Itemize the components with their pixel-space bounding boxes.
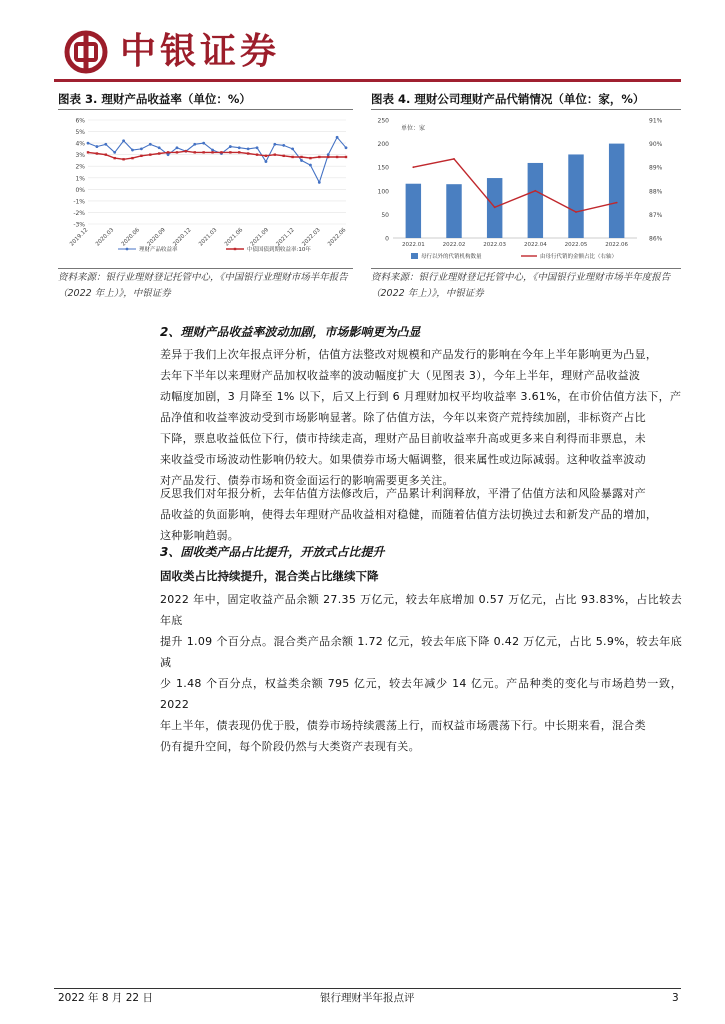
data-point <box>87 142 90 145</box>
right-tick-label: 86% <box>649 235 663 243</box>
footer-rule <box>54 988 681 989</box>
y-tick-label: 6% <box>75 117 85 125</box>
data-point <box>247 147 250 150</box>
section3-paragraph1 <box>160 589 682 757</box>
data-point <box>575 211 577 213</box>
fig4-chart <box>371 112 681 264</box>
fig4-source: 资料来源：银行业理财登记托管中心，《中国银行业理财市场半年度报告（2022 年上）》，中银证券 <box>371 272 671 299</box>
legend-marker-1 <box>126 248 129 251</box>
legend-label-1: 理财产品收益率 <box>139 247 178 253</box>
data-point <box>185 150 187 152</box>
x-tick-label: 2019.12 <box>69 227 90 248</box>
data-point <box>95 145 98 148</box>
x-tick-label: 2021.12 <box>275 227 296 248</box>
footer-title: 银行理财半年报点评 <box>320 992 415 1004</box>
brand-name: 中银证券 <box>120 30 281 72</box>
fig3-chart <box>58 112 353 264</box>
data-point <box>282 144 285 147</box>
para-line: 品收益的负面影响，使得去年理财产品收益相对稳健，而随着估值方法切换过去和新发产品的增加， <box>160 508 658 521</box>
data-point <box>131 157 133 159</box>
data-point <box>140 147 143 150</box>
fig3-bottom-rule <box>58 268 353 269</box>
y-tick-label: 0% <box>75 186 85 194</box>
legend-label-bars: 母行以外的代销机构数量 <box>421 254 482 260</box>
x-tick-label: 2022.06 <box>327 227 348 248</box>
data-point <box>265 155 267 157</box>
section2-title: 2、理财产品收益率波动加剧，市场影响更为凸显 <box>160 325 421 339</box>
data-point <box>327 153 330 156</box>
section3-subtitle: 固收类占比持续提升，混合类占比继续下降 <box>160 569 379 583</box>
data-point <box>336 136 339 139</box>
para-line: 去年下半年以来理财产品加权收益率的波动幅度扩大（见图表 3），今年上半年，理财产品收益波 <box>160 369 641 382</box>
x-tick-label: 2022.02 <box>442 242 466 248</box>
fig4-bottom-rule <box>371 268 681 269</box>
data-point <box>167 151 169 153</box>
data-point <box>122 139 125 142</box>
x-tick-label: 2022.04 <box>523 242 547 248</box>
y-tick-label: 1% <box>75 175 85 183</box>
data-point <box>113 157 115 159</box>
left-tick-label: 250 <box>377 117 389 125</box>
y-tick-label: -2% <box>73 209 85 217</box>
left-tick-label: 200 <box>377 141 389 149</box>
bar <box>609 144 624 238</box>
legend-label-line: 由母行代销的金额占比（右轴） <box>540 254 618 260</box>
para-line: 对产品发行、债券市场和资金面运行的影响需要更多关注。 <box>160 474 454 487</box>
data-point <box>309 164 312 167</box>
para-line: 少 1.48 个百分点，权益类余额 795 亿元，较去年减少 14 亿元。产品种类的变化与市场趋势一致，2022 <box>160 677 682 711</box>
data-point <box>309 157 311 159</box>
fig3-rule <box>58 109 353 110</box>
header-rule <box>54 79 681 82</box>
para-line: 来收益受市场波动性影响仍较大。如果债券市场大幅调整，很来属性或边际减弱。这种收益率波动 <box>160 453 646 466</box>
x-tick-label: 2022.03 <box>483 242 507 248</box>
bar <box>528 163 543 238</box>
data-point <box>202 151 204 153</box>
para-line: 动幅度加剧，3 月降至 1% 以下，后又上行到 6 月理财加权平均收益率 3.61%，在市价估值方法下，产 <box>160 390 682 403</box>
data-point <box>193 143 196 146</box>
para-line: 差异于我们上次年报点评分析，估值方法整改对规模和产品发行的影响在今年上半年影响更为凸显， <box>160 348 658 361</box>
left-tick-label: 50 <box>381 211 389 219</box>
data-point <box>412 166 414 168</box>
data-point <box>131 149 134 152</box>
data-point <box>291 156 293 158</box>
footer-date: 2022 年 8 月 22 日 <box>58 992 153 1004</box>
para-line: 品净值和收益率波动受到市场影响显著。除了估值方法，今年以来资产荒持续加剧，非标资产占比 <box>160 411 646 424</box>
data-point <box>345 156 347 158</box>
right-tick-label: 91% <box>649 117 663 125</box>
x-tick-label: 2020.12 <box>172 227 193 248</box>
y-tick-label: 3% <box>75 152 85 160</box>
para-line: 这种影响趋弱。 <box>160 529 240 542</box>
para-line: 年上半年，债表现仍优于股，债券市场持续震荡上行，而权益市场震荡下行。中长期来看，混合类 <box>160 719 646 732</box>
data-point <box>238 146 241 149</box>
data-point <box>327 156 329 158</box>
left-tick-label: 100 <box>377 188 389 196</box>
data-point <box>247 152 249 154</box>
x-tick-label: 2022.03 <box>301 227 322 248</box>
x-tick-label: 2021.03 <box>198 227 219 248</box>
data-point <box>113 151 116 154</box>
data-point <box>318 156 320 158</box>
section2-paragraph1 <box>160 344 682 491</box>
y-tick-label: -1% <box>73 198 85 206</box>
data-point <box>534 190 536 192</box>
data-point <box>122 158 124 160</box>
fig3-source: 资料来源：银行业理财登记托管中心，《中国银行业理财市场半年报告（2022 年上）》，中银证券 <box>58 272 348 299</box>
right-tick-label: 87% <box>649 211 663 219</box>
share-line <box>413 159 616 212</box>
bar <box>406 184 421 238</box>
bar <box>446 184 461 238</box>
data-point <box>104 143 107 146</box>
data-point <box>238 151 240 153</box>
data-point <box>283 155 285 157</box>
y-tick-label: 4% <box>75 140 85 148</box>
legend-marker-2 <box>234 248 236 250</box>
data-point <box>87 151 89 153</box>
data-point <box>229 151 231 153</box>
data-point <box>291 147 294 150</box>
y-tick-label: -3% <box>73 221 85 229</box>
data-point <box>273 143 276 146</box>
data-point <box>336 156 338 158</box>
data-point <box>274 153 276 155</box>
data-point <box>256 153 258 155</box>
data-point <box>176 146 179 149</box>
data-point <box>202 142 205 145</box>
right-tick-label: 88% <box>649 188 663 196</box>
data-point <box>158 146 161 149</box>
x-tick-label: 2020.06 <box>120 227 142 248</box>
para-line: 反思我们对年报分析，去年估值方法修改后，产品累计利润释放，平滑了估值方法和风险暴露对产 <box>160 487 646 500</box>
x-tick-label: 2022.06 <box>605 242 629 248</box>
boc-logo-icon <box>64 30 108 74</box>
data-point <box>318 181 321 184</box>
x-tick-label: 2020.03 <box>94 227 116 248</box>
x-tick-label: 2021.06 <box>223 227 245 248</box>
data-point <box>211 151 213 153</box>
data-point <box>140 155 142 157</box>
data-point <box>167 153 170 156</box>
para-line: 下降，票息收益低位下行，债市持续走高，理财产品目前收益率升高或更多来自利得而非票息，未 <box>160 432 646 445</box>
page-number: 3 <box>672 992 679 1004</box>
data-point <box>229 145 232 148</box>
unit-label: 单位：家 <box>401 125 426 132</box>
data-point <box>300 156 302 158</box>
data-point <box>105 153 107 155</box>
para-line: 2022 年中，固定收益产品余额 27.35 万亿元，较去年底增加 0.57 万亿元，占比 93.83%，占比较去年底 <box>160 593 682 627</box>
x-tick-label: 2020.09 <box>146 227 167 248</box>
data-point <box>453 158 455 160</box>
y-tick-label: 2% <box>75 163 85 171</box>
data-point <box>211 149 214 152</box>
data-point <box>616 202 618 204</box>
data-point <box>220 151 222 153</box>
left-tick-label: 150 <box>377 164 389 172</box>
data-point <box>149 153 151 155</box>
section3-title: 3、固收类产品占比提升，开放式占比提升 <box>160 545 385 559</box>
left-tick-label: 0 <box>385 235 389 243</box>
data-point <box>149 143 152 146</box>
data-point <box>265 160 268 163</box>
data-point <box>494 206 496 208</box>
fig4-title: 图表 4. 理财公司理财产品代销情况（单位：家，%） <box>371 92 645 106</box>
legend-swatch-bars <box>411 253 418 259</box>
data-point <box>300 159 303 162</box>
data-point <box>96 152 98 154</box>
data-point <box>158 152 160 154</box>
y-tick-label: 5% <box>75 129 85 137</box>
fig3-title: 图表 3. 理财产品收益率（单位：%） <box>58 92 251 106</box>
x-tick-label: 2022.05 <box>564 242 588 248</box>
data-point <box>194 151 196 153</box>
data-point <box>345 146 348 149</box>
fig4-rule <box>371 109 681 110</box>
x-tick-label: 2021.09 <box>249 227 271 248</box>
legend-label-2: 中债国债到期收益率:10年 <box>247 247 311 253</box>
bar <box>568 154 583 238</box>
series-line-2 <box>88 151 346 159</box>
section2-paragraph2 <box>160 483 682 546</box>
para-line: 提升 1.09 个百分点。混合类产品余额 1.72 亿元，较去年底下降 0.42 万亿元，占比 5.9%，较去年底减 <box>160 635 682 669</box>
para-line: 仍有提升空间，每个阶段仍然与大类资产表现有关。 <box>160 740 420 753</box>
data-point <box>256 146 259 149</box>
right-tick-label: 89% <box>649 164 663 172</box>
right-tick-label: 90% <box>649 141 663 149</box>
x-tick-label: 2022.01 <box>401 242 425 248</box>
data-point <box>176 151 178 153</box>
series-line-1 <box>88 137 346 182</box>
